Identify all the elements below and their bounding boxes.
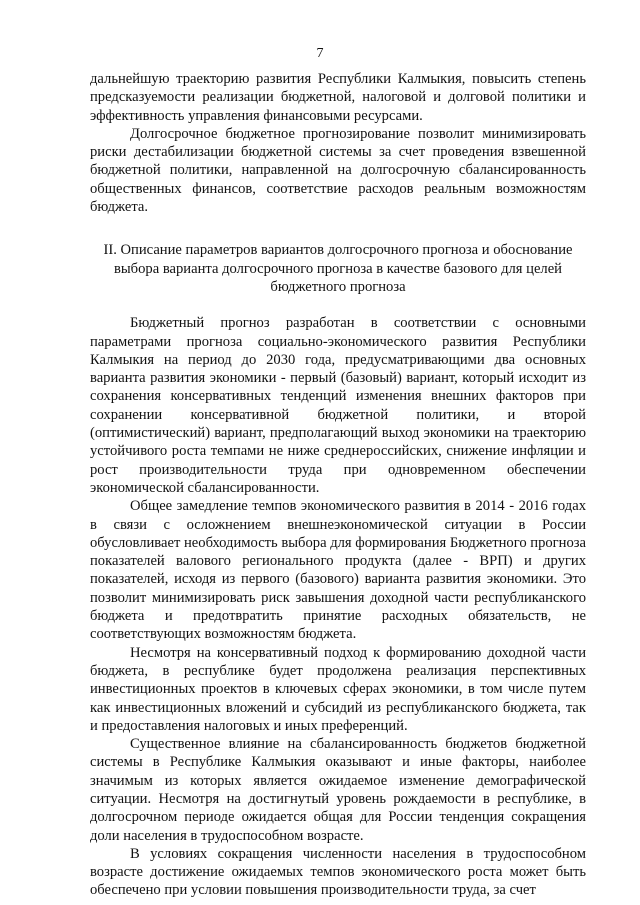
continuation-paragraph: дальнейшую траекторию развития Республики Калмыкия, повысить степень предсказуемости реализации бюджетной, налоговой и долговой политики и эффективность управления финансовыми ресурсами. <box>90 71 586 124</box>
page-content <box>90 70 586 900</box>
paragraph-labor-productivity: В условиях сокращения численности населения в трудоспособном возрасте достижение ожидаемых темпов экономического роста может быть обеспечено при условии повышения производительности труда, за счет <box>90 845 586 899</box>
paragraph-investment-projects: Несмотря на консервативный подход к формированию доходной части бюджета, в республике будет продолжена реализация перспективных инвестиционных проектов в ключевых сферах экономики, в том числе путем как инвестиционных вложений и субсидий из республиканского бюджета, так и предоставления налоговых и иных преференций. <box>90 644 586 734</box>
page-number: 7 <box>316 46 324 61</box>
paragraph-budget-forecast-basis: Бюджетный прогноз разработан в соответствии с основными параметрами прогноза социально-экономического развития Республики Калмыкия на период до 2030 года, предусматривающими два основных варианта развития экономики - первый (базовый) вариант, который исходит из сохранения консервативных тенденций изменения внешних факторов при сохранении консервативной бюджетной политики, и второй (оптимистический) вариант, предполагающий выход экономики на траекторию устойчивого роста темпами не ниже среднероссийских, снижение инфляции и рост производительности труда при одновременном обеспечении экономической сбалансированности. <box>90 315 586 496</box>
section-heading: II. Описание параметров вариантов долгосрочного прогноза и обоснование выбора варианта долгосрочного прогноза в качестве базового для целей бюджетного прогноза <box>103 242 573 295</box>
paragraph-economic-slowdown: Общее замедление темпов экономического развития в 2014 - 2016 годах в связи с осложнением внешнеэкономической ситуации в России обусловливает необходимость выбора для формирования Бюджетного прогноза показателей валового регионального продукта (далее - ВРП) и других показателей, исходя из первого (базового) варианта развития экономики. Это позволит минимизировать риск завышения доходной части республиканского бюджета и предотвратить принятие расходных обязательств, не соответствующих возможностям бюджета. <box>90 498 587 643</box>
paragraph-long-term-forecasting: Долгосрочное бюджетное прогнозирование позволит минимизировать риски дестабилизации бюджетной системы за счет проведения взвешенной бюджетной политики, направленной на долгосрочную сбалансированность общественных финансов, соответствие расходов реальным возможностям бюджета. <box>90 125 586 216</box>
paragraph-demographic-factors: Существенное влияние на сбалансированность бюджетов бюджетной системы в Республике Калмыкия оказывают и иные факторы, наиболее значимым из которых является ожидаемое изменение демографической ситуации. Несмотря на достигнутый уровень рождаемости в республике, в долгосрочном периоде ожидается общая для России тенденция сокращения доли населения в трудоспособном возрасте. <box>90 736 586 844</box>
